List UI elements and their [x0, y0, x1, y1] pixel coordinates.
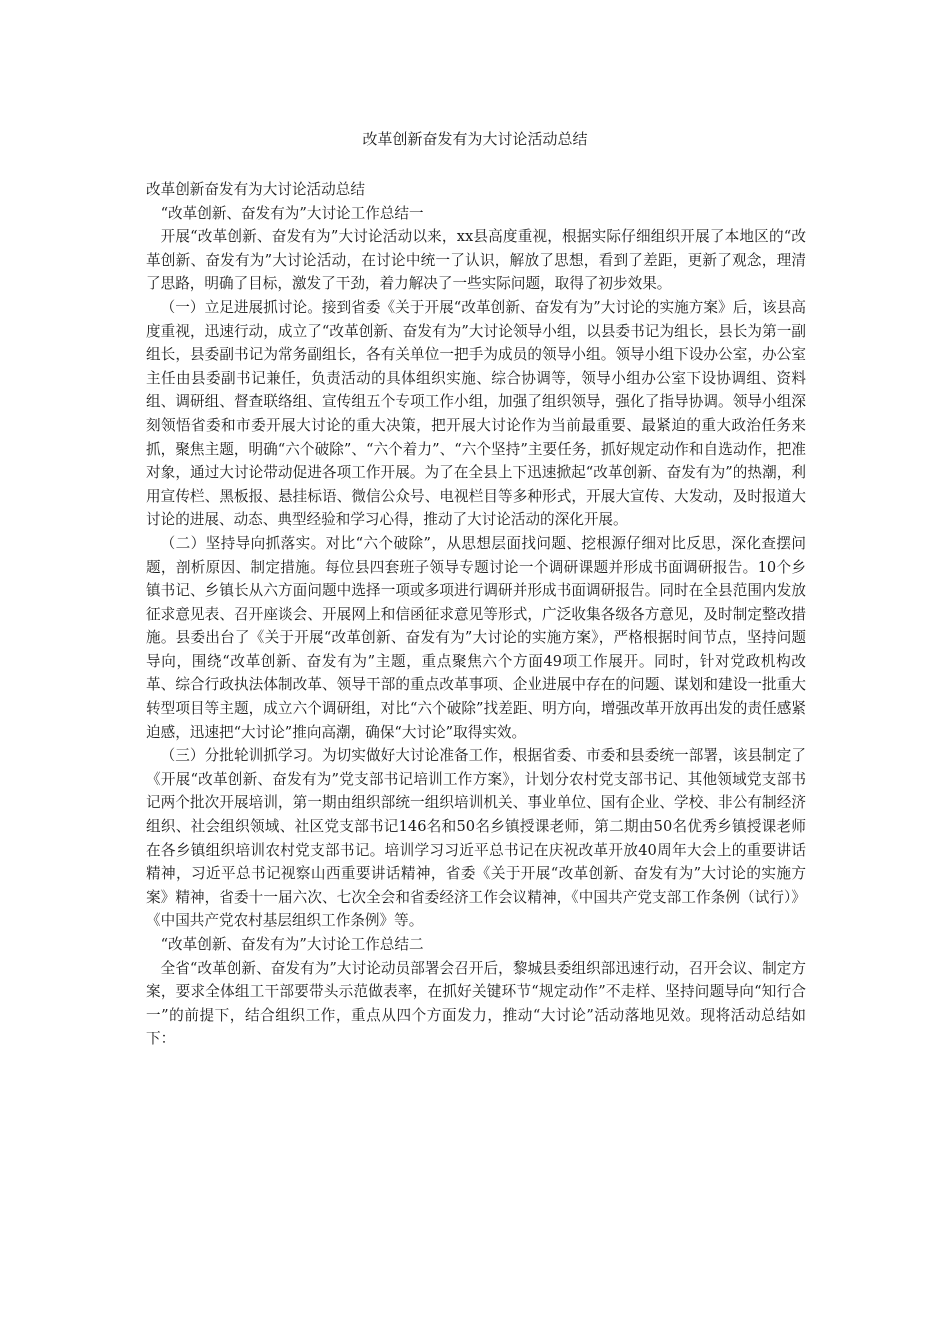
- section-heading-two: “改革创新、奋发有为”大讨论工作总结二: [160, 936, 424, 953]
- section-heading-one: “改革创新、奋发有为”大讨论工作总结一: [160, 204, 424, 222]
- subtitle-paragraph: 改革创新奋发有为大讨论活动总结: [146, 181, 365, 198]
- body-paragraph: （一）立足进展抓讨论。接到省委《关于开展“改革创新、奋发有为”大讨论的实施方案》后，该县高度重视，迅速行动，成立了“改革创新、奋发有为”大讨论领导小组，以县委书记为组长，县长为第一副组长，县委副书记为常务副组长，各有关单位一把手为成员的领导小组。领导小组下设办公室，办公室主任由县委副书记兼任，负责活动的具体组织实施、综合协调等，领导小组办公室下设协调组、资料组、调研组、督查联络组、宣传组五个专项工作小组，加强了组织领导，强化了指导协调。领导小组深刻领悟省委和市委开展大讨论的重大决策，把开展大讨论作为当前最重要、最紧迫的重大政治任务来抓，聚焦主题，明确“六个破除”、“六个着力”、“六个坚持”主要任务，抓好规定动作和自选动作，把准对象，通过大讨论带动促进各项工作开展。为了在全县上下迅速掀起“改革创新、奋发有为”的热潮，利用宣传栏、黑板报、悬挂标语、微信公众号、电视栏目等多种形式，开展大宣传、大发动，及时报道大讨论的进展、动态、典型经验和学习心得，推动了大讨论活动的深化开展。: [146, 298, 806, 529]
- body-paragraph: 开展“改革创新、奋发有为”大讨论活动以来，xx县高度重视，根据实际仔细组织开展了本地区的“改革创新、奋发有为”大讨论活动，在讨论中统一了认识，解放了思想，看到了差距，更新了观念，理清了思路，明确了目标，激发了干劲，着力解决了一些实际问题，取得了初步效果。: [146, 228, 806, 293]
- body-paragraph: （三）分批轮训抓学习。为切实做好大讨论准备工作，根据省委、市委和县委统一部署，该县制定了《开展“改革创新、奋发有为”党支部书记培训工作方案》，计划分农村党支部书记、其他领域党支部书记两个批次开展培训，第一期由组织部统一组织培训机关、事业单位、国有企业、学校、非公有制经济组织、社会组织领域、社区党支部书记146名和50名乡镇授课老师，第二期由50名优秀乡镇授课老师在各乡镇组织培训农村党支部书记。培训学习习近平总书记在庆祝改革开放40周年大会上的重要讲话精神，习近平总书记视察山西重要讲话精神，省委《关于开展“改革创新、奋发有为”大讨论的实施方案》精神，省委十一届六次、七次全会和省委经济工作会议精神，《中国共产党支部工作条例（试行）》《中国共产党农村基层组织工作条例》等。: [146, 747, 806, 930]
- document-title: 改革创新奋发有为大讨论活动总结: [362, 130, 588, 148]
- document-body: [146, 178, 806, 1051]
- body-paragraph: （二）坚持导向抓落实。对比“六个破除”，从思想层面找问题、挖根源仔细对比反思，深化查摆问题，剖析原因、制定措施。每位县四套班子领导专题讨论一个调研课题并形成书面调研报告。10个乡镇书记、乡镇长从六方面问题中选择一项或多项进行调研并形成书面调研报告。同时在全县范围内发放征求意见表、召开座谈会、开展网上和信函征求意见等形式，广泛收集各级各方意见，及时制定整改措施。县委出台了《关于开展“改革创新、奋发有为”大讨论的实施方案》，严格根据时间节点，坚持问题导向，围绕“改革创新、奋发有为”主题，重点聚焦六个方面49项工作展开。同时，针对党政机构改革、综合行政执法体制改革、领导干部的重点改革事项、企业进展中存在的问题、谋划和建设一批重大转型项目等主题，成立六个调研组，对比“六个破除”找差距、明方向，增强改革开放再出发的责任感紧迫感，迅速把“大讨论”推向高潮，确保“大讨论”取得实效。: [146, 534, 806, 741]
- body-paragraph: 全省“改革创新、奋发有为”大讨论动员部署会召开后，黎城县委组织部迅速行动，召开会议、制定方案，要求全体组工干部要带头示范做表率，在抓好关键环节“规定动作”不走样、坚持问题导向“知行合一”的前提下，结合组织工作，重点从四个方面发力，推动“大讨论”活动落地见效。现将活动总结如下：: [146, 959, 806, 1048]
